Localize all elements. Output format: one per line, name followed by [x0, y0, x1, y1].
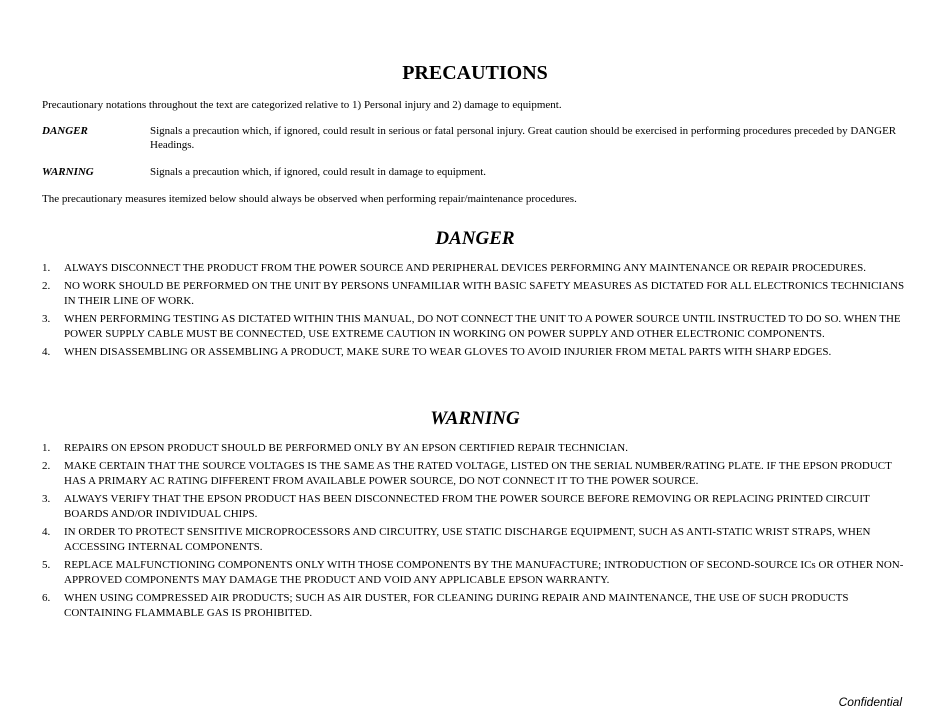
danger-list — [42, 261, 908, 363]
page-title: PRECAUTIONS — [402, 62, 548, 84]
measures-paragraph: The precautionary measures itemized below should always be observed when performing repair/maintenance procedures. — [42, 193, 577, 205]
intro-paragraph: Precautionary notations throughout the text are categorized relative to 1) Personal injury and 2) damage to equipment. — [42, 99, 562, 111]
item-number: 4. — [42, 526, 51, 538]
item-text: IN ORDER TO PROTECT SENSITIVE MICROPROCESSORS AND CIRCUITRY, USE STATIC DISCHARGE EQUIPMENT, SUCH AS ANTI-STATIC WRIST STRAPS, WHEN ACCESSING INTERNAL COMPONENTS. — [64, 526, 871, 553]
list-item — [42, 459, 908, 489]
definition-term: WARNING — [42, 166, 94, 178]
item-number: 6. — [42, 592, 51, 604]
item-text: MAKE CERTAIN THAT THE SOURCE VOLTAGES IS THE SAME AS THE RATED VOLTAGE, LISTED ON THE SERIAL NUMBER/RATING PLATE. IF THE EPSON PRODUCT HAS A PRIMARY AC RATING DIFFERENT FROM AVAILABLE POWER SOURCE, DO NOT CONNECT IT TO THE POWER SOURCE. — [64, 460, 892, 487]
item-text: REPLACE MALFUNCTIONING COMPONENTS ONLY WITH THOSE COMPONENTS BY THE MANUFACTURE; INTRODUCTION OF SECOND-SOURCE ICs OR OTHER NON-APPROVED COMPONENTS MAY DAMAGE THE PRODUCT AND VOID ANY APPLICABLE EPSON WARRANTY. — [64, 559, 904, 586]
list-item — [42, 279, 908, 309]
warning-list — [42, 441, 908, 624]
definition-term: DANGER — [42, 125, 88, 137]
definition-text: Signals a precaution which, if ignored, could result in damage to equipment. — [150, 166, 487, 178]
item-text: ALWAYS VERIFY THAT THE EPSON PRODUCT HAS BEEN DISCONNECTED FROM THE POWER SOURCE BEFORE REMOVING OR REPLACING PRINTED CIRCUIT BOARDS AND/OR INDIVIDUAL CHIPS. — [64, 493, 870, 520]
item-text: WHEN PERFORMING TESTING AS DICTATED WITHIN THIS MANUAL, DO NOT CONNECT THE UNIT TO A POWER SOURCE UNTIL INSTRUCTED TO DO SO. WHEN THE POWER SUPPLY CABLE MUST BE CONNECTED, USE EXTREME CAUTION IN WORKING ON POWER SUPPLY AND OTHER ELECTRONIC COMPONENTS. — [64, 313, 901, 340]
item-text: REPAIRS ON EPSON PRODUCT SHOULD BE PERFORMED ONLY BY AN EPSON CERTIFIED REPAIR TECHNICIAN. — [64, 442, 629, 454]
list-item — [42, 525, 908, 555]
item-text: NO WORK SHOULD BE PERFORMED ON THE UNIT BY PERSONS UNFAMILIAR WITH BASIC SAFETY MEASURES AS DICTATED FOR ALL ELECTRONICS TECHNICIANS IN THEIR LINE OF WORK. — [64, 280, 905, 307]
list-item — [42, 312, 908, 342]
item-number: 2. — [42, 460, 51, 472]
item-text: ALWAYS DISCONNECT THE PRODUCT FROM THE POWER SOURCE AND PERIPHERAL DEVICES PERFORMING ANY MAINTENANCE OR REPAIR PROCEDURES. — [64, 262, 866, 274]
item-number: 3. — [42, 493, 51, 505]
list-item — [42, 345, 908, 360]
item-number: 5. — [42, 559, 51, 571]
definition-text: Signals a precaution which, if ignored, could result in serious or fatal personal injury. Great caution should be exercised in performing procedures preceded by DANGER Headings. — [150, 125, 897, 151]
item-number: 2. — [42, 280, 51, 292]
list-item — [42, 441, 908, 456]
danger-heading: DANGER — [435, 228, 515, 249]
confidential-footer: Confidential — [838, 695, 902, 709]
item-number: 1. — [42, 262, 51, 274]
list-item — [42, 261, 908, 276]
item-text: WHEN USING COMPRESSED AIR PRODUCTS; SUCH AS AIR DUSTER, FOR CLEANING DURING REPAIR AND MAINTENANCE, THE USE OF SUCH PRODUCTS CONTAINING FLAMMABLE GAS IS PROHIBITED. — [64, 592, 849, 619]
item-text: WHEN DISASSEMBLING OR ASSEMBLING A PRODUCT, MAKE SURE TO WEAR GLOVES TO AVOID INJURIER FROM METAL PARTS WITH SHARP EDGES. — [64, 346, 832, 358]
item-number: 1. — [42, 442, 51, 454]
warning-heading: WARNING — [430, 408, 520, 429]
item-number: 3. — [42, 313, 51, 325]
list-item — [42, 558, 908, 588]
list-item — [42, 492, 908, 522]
item-number: 4. — [42, 346, 51, 358]
list-item — [42, 591, 908, 621]
